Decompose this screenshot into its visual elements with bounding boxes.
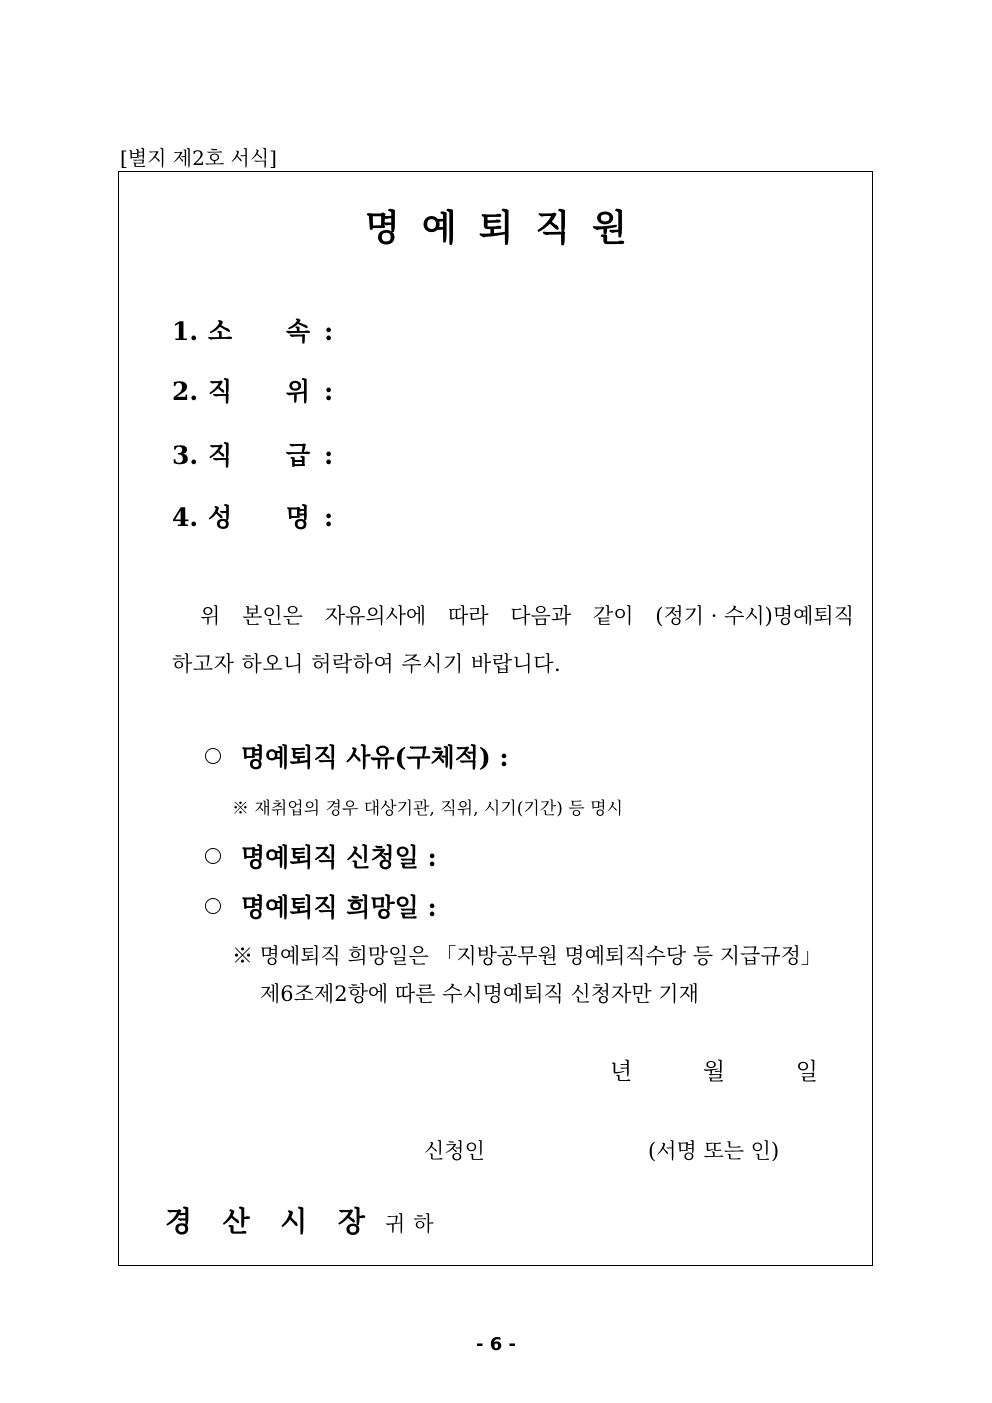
field-affiliation (172, 312, 333, 348)
circle-bullet-icon (205, 848, 221, 864)
field-colon: : (324, 317, 334, 346)
field-name: 직 급 (208, 441, 310, 470)
field-position (172, 372, 333, 408)
field-number: 2. (172, 377, 199, 406)
page-title: 명예퇴직원 (365, 207, 649, 249)
signature-label: (서명 또는 인) (648, 1139, 780, 1163)
hope-note-line-1: ※ 명예퇴직 희망일은 「지방공무원 명예퇴직수당 등 지급규정」 (232, 944, 822, 968)
applicant-label: 신청인 (424, 1139, 485, 1163)
reason-note: ※ 재취업의 경우 대상기관, 직위, 시기(기간) 등 명시 (232, 799, 623, 819)
apply-date-item: 명예퇴직 신청일 : (205, 838, 437, 874)
circle-bullet-icon (205, 748, 221, 764)
statement-line-2: 하고자 하오니 허락하여 주시기 바랍니다. (172, 652, 562, 676)
date-row (610, 1053, 818, 1086)
mayor-title: 경 산 시 장 (165, 1205, 365, 1238)
field-full-name (172, 498, 333, 534)
honorific: 귀하 (385, 1212, 442, 1236)
day-label: 일 (795, 1059, 818, 1085)
field-number: 1. (172, 317, 199, 346)
field-name: 성 명 (208, 503, 310, 532)
hope-date-item: 명예퇴직 희망일 : (205, 888, 437, 924)
month-label: 월 (702, 1059, 726, 1085)
hope-note-line-2: 제6조제2항에 따른 수시명예퇴직 신청자만 기재 (260, 982, 699, 1006)
field-colon: : (324, 377, 334, 406)
year-label: 년 (610, 1059, 633, 1085)
field-colon: : (324, 503, 334, 532)
field-colon: : (324, 441, 334, 470)
reason-item: 명예퇴직 사유(구체적) : (205, 738, 509, 774)
field-grade (172, 436, 333, 472)
field-number: 3. (172, 441, 199, 470)
addressee (165, 1200, 442, 1240)
statement-line-1: 위 본인은 자유의사에 따라 다음과 같이 (정기 · 수시)명예퇴직 (200, 604, 854, 628)
form-number-label: [별지 제2호 서식] (120, 146, 277, 170)
field-name: 직 위 (208, 377, 310, 406)
field-number: 4. (172, 503, 199, 532)
page-number: - 6 - (476, 1334, 516, 1355)
circle-bullet-icon (205, 898, 221, 914)
field-name: 소 속 (208, 317, 310, 346)
